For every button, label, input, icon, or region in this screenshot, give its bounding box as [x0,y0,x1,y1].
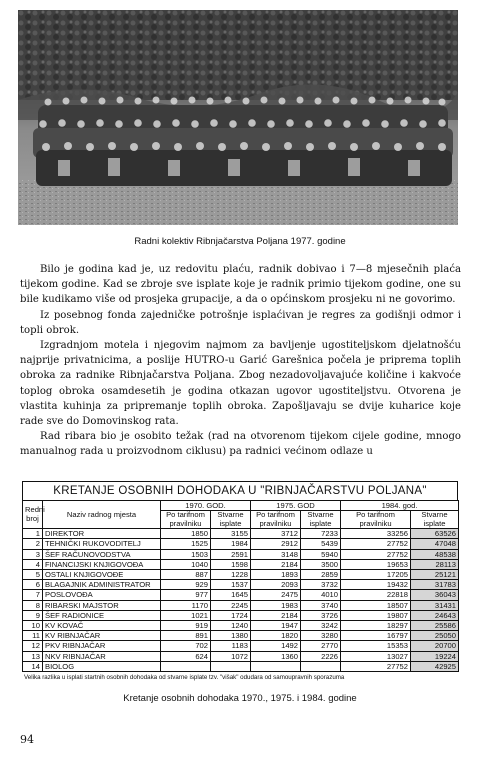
cell-value: 1503 [161,549,211,559]
paragraph: Bilo je godina kad je, uz redovitu plaću, radnik dobivao i 7—8 mjesečnih plaća tijekom godine. Kad se zbroje sve isplate koje je radnik primio tijekom godine, one su bile kudikamo više od prosjeka grupacije, a da o općinskom prosjeku ni ne govorimo. [20,264,461,306]
cell-value: 3712 [251,529,301,539]
cell-job-title: POSLOVOĐA [43,590,161,600]
cell-value: 2245 [211,600,251,610]
cell-value: 1072 [211,651,251,661]
cell-value: 1170 [161,600,211,610]
cell-job-title: PKV RIBNJAČAR [43,641,161,651]
cell-value: 4010 [301,590,341,600]
body-text [20,262,461,460]
cell-value: 25050 [411,631,459,641]
income-table-block [22,481,458,681]
cell-value: 1040 [161,559,211,569]
cell-value: 1525 [161,539,211,549]
cell-value: 977 [161,590,211,600]
cell-value: 2475 [251,590,301,600]
cell-value: 1183 [211,641,251,651]
cell-value: 48538 [411,549,459,559]
cell-value: 2859 [301,570,341,580]
column-header-name: Naziv radnog mjesta [43,501,161,529]
cell-value: 1360 [251,651,301,661]
cell-job-title: BIOLOG [43,661,161,671]
cell-value: 19432 [341,580,411,590]
cell-value: 24643 [411,610,459,620]
cell-value: 2184 [251,610,301,620]
cell-job-title: NKV RIBNJAČAR [43,651,161,661]
cell-value: 15353 [341,641,411,651]
cell-job-title: DIREKTOR [43,529,161,539]
cell-value: 7233 [301,529,341,539]
paragraph: Rad ribara bio je osobito težak (rad na otvorenom tijekom cijele godine, mnogo manualnog rada u proizvodnom ciklusu) pa radnici većinom odlaze u [20,431,461,458]
subheader-actual: Stvarne isplate [411,511,459,529]
table-caption: Kretanje osobnih dohodaka 1970., 1975. i 1984. godine [123,693,357,704]
cell-rb: 9 [23,610,43,620]
cell-job-title: RIBARSKI MAJSTOR [43,600,161,610]
cell-value: 31431 [411,600,459,610]
cell-value: 2093 [251,580,301,590]
cell-value: 27752 [341,549,411,559]
cell-value: 63526 [411,529,459,539]
cell-value: 18297 [341,621,411,631]
cell-value: 33256 [341,529,411,539]
column-header-year: 1975. GOD [251,501,341,511]
table-row [23,570,459,580]
subheader-actual: Stvarne isplate [211,511,251,529]
subheader-actual: Stvarne isplate [301,511,341,529]
group-photo [18,10,458,225]
cell-value [211,661,251,671]
cell-rb: 5 [23,570,43,580]
cell-value: 2226 [301,651,341,661]
cell-value: 25121 [411,570,459,580]
table-row [23,610,459,620]
cell-value: 18507 [341,600,411,610]
cell-value: 887 [161,570,211,580]
cell-value: 1380 [211,631,251,641]
cell-value: 2770 [301,641,341,651]
table-row [23,600,459,610]
cell-job-title: BLAGAJNIK ADMINISTRATOR [43,580,161,590]
cell-value: 3280 [301,631,341,641]
group-photo-graphic [18,10,458,225]
cell-value: 3148 [251,549,301,559]
cell-rb: 12 [23,641,43,651]
subheader-tariff: Po tarifnom pravilniku [251,511,301,529]
cell-value: 1947 [251,621,301,631]
cell-value: 1645 [211,590,251,600]
cell-rb: 11 [23,631,43,641]
cell-value: 2912 [251,539,301,549]
cell-value: 1724 [211,610,251,620]
table-body [23,529,459,672]
cell-value: 1492 [251,641,301,651]
cell-value: 5940 [301,549,341,559]
cell-value: 1537 [211,580,251,590]
cell-value: 28113 [411,559,459,569]
cell-value: 3500 [301,559,341,569]
cell-rb: 10 [23,621,43,631]
cell-value: 5439 [301,539,341,549]
cell-value: 2591 [211,549,251,559]
paragraph: Iz posebnog fonda zajedničke potrošnje isplaćivan je regres za godišnji odmor i topli obrok. [20,309,461,336]
subheader-tariff: Po tarifnom pravilniku [341,511,411,529]
cell-value: 20700 [411,641,459,651]
cell-job-title: FINANCIJSKI KNJIGOVOĐA [43,559,161,569]
column-header-year: 1970. GOD. [161,501,251,511]
cell-rb: 1 [23,529,43,539]
table-row [23,539,459,549]
cell-value: 1984 [211,539,251,549]
cell-value: 3732 [301,580,341,590]
table-row [23,549,459,559]
cell-value: 25586 [411,621,459,631]
cell-value: 702 [161,641,211,651]
table-row [23,631,459,641]
cell-value: 42925 [411,661,459,671]
cell-value: 1240 [211,621,251,631]
cell-value: 31783 [411,580,459,590]
cell-rb: 6 [23,580,43,590]
cell-value: 3242 [301,621,341,631]
cell-value: 27752 [341,539,411,549]
cell-value: 22818 [341,590,411,600]
cell-rb: 13 [23,651,43,661]
table-note: Velika razlika u isplati startnih osobnih dohodaka od stvarne isplate tzv. "višak" odudara od samoupravnih sporazuma [24,674,345,682]
cell-job-title: KV KOVAČ [43,621,161,631]
table-row [23,559,459,569]
subheader-tariff: Po tarifnom pravilniku [161,511,211,529]
cell-rb: 2 [23,539,43,549]
cell-value: 2184 [251,559,301,569]
cell-value: 1228 [211,570,251,580]
cell-value: 3726 [301,610,341,620]
cell-value: 17205 [341,570,411,580]
cell-value [251,661,301,671]
cell-value: 1850 [161,529,211,539]
table-row [23,580,459,590]
cell-value: 1983 [251,600,301,610]
table-row [23,529,459,539]
cell-value: 36043 [411,590,459,600]
table-row [23,641,459,651]
cell-job-title: ŠEF RAČUNOVODSTVA [43,549,161,559]
cell-value: 27752 [341,661,411,671]
cell-value: 624 [161,651,211,661]
cell-value: 3155 [211,529,251,539]
table-row [23,621,459,631]
table-row [23,661,459,671]
cell-value: 19807 [341,610,411,620]
cell-value: 891 [161,631,211,641]
cell-job-title: OSTALI KNJIGOVOĐE [43,570,161,580]
cell-job-title: TEHNIČKI RUKOVODITELJ [43,539,161,549]
table-row [23,590,459,600]
cell-value: 1021 [161,610,211,620]
cell-value: 919 [161,621,211,631]
column-header-rb: Redni broj [23,501,43,529]
photo-caption: Radni kolektiv Ribnjačarstva Poljana 1977. godine [134,236,346,247]
cell-value [301,661,341,671]
cell-value: 16797 [341,631,411,641]
table-title: KRETANJE OSOBNIH DOHODAKA U "RIBNJAČARSTVU POLJANA" [22,481,458,500]
cell-value: 13027 [341,651,411,661]
cell-value: 19224 [411,651,459,661]
paragraph: Izgradnjom motela i njegovim najmom za bavljenje ugostiteljskom djelatnošću najprije privatnicima, a poslije HUTRO-u Garić Garešnica počela je priprema toplih obroka za radnike Ribnjačarstva Poljana. Zbog nezadovoljavajuće količine i kakvoće toplog obroka osamdesetih je godina otkazan ugovor ugostiteljstvu. Otvorena je vlastita kuhinja za pripremanje toplih obroka. Zapošljavaju se dvije kuharice koje rade sve do Domovinskog rata. [20,340,461,428]
cell-value: 47048 [411,539,459,549]
cell-value: 3740 [301,600,341,610]
income-table [22,500,459,672]
cell-job-title: ŠEF RADIONICE [43,610,161,620]
cell-value: 929 [161,580,211,590]
cell-rb: 7 [23,590,43,600]
column-header-year: 1984. god. [341,501,459,511]
page-number: 94 [20,733,34,746]
cell-rb: 8 [23,600,43,610]
cell-rb: 14 [23,661,43,671]
cell-value: 1598 [211,559,251,569]
cell-rb: 4 [23,559,43,569]
cell-value [161,661,211,671]
cell-value: 1893 [251,570,301,580]
cell-job-title: KV RIBNJAČAR [43,631,161,641]
cell-value: 1820 [251,631,301,641]
cell-value: 19653 [341,559,411,569]
cell-rb: 3 [23,549,43,559]
table-row [23,651,459,661]
table-header-row [23,501,459,511]
